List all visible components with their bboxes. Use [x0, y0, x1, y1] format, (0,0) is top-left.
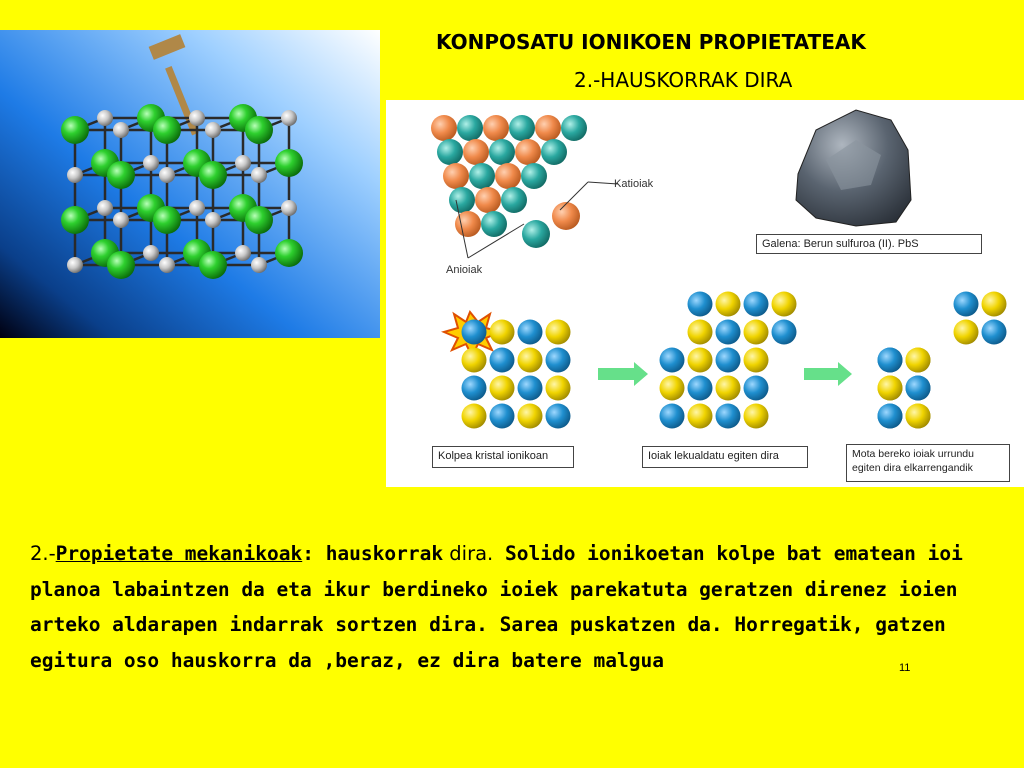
yellow-ion: [518, 404, 543, 429]
body-emphasis: hauskorrak: [313, 542, 444, 565]
crystal-before-impact: [462, 320, 571, 429]
body-paragraph: [30, 536, 990, 678]
blue-ion: [490, 404, 515, 429]
anion-ball: [449, 187, 475, 213]
blue-ion: [744, 376, 769, 401]
sodium-ion: [97, 200, 113, 216]
anion-ball: [561, 115, 587, 141]
anion-ball: [521, 163, 547, 189]
blue-ion: [744, 292, 769, 317]
cation-ball: [535, 115, 561, 141]
step1-caption: Kolpea kristal ionikoan: [432, 446, 574, 468]
yellow-ion: [744, 320, 769, 345]
arrow-icon: [598, 362, 648, 386]
sodium-ion: [281, 110, 297, 126]
sodium-ion: [235, 245, 251, 261]
step3-caption-line2: egiten dira elkarrengandik: [852, 462, 973, 474]
sodium-ion: [67, 257, 83, 273]
sodium-ion: [205, 212, 221, 228]
galena-caption: Galena: Berun sulfuroa (II). PbS: [756, 234, 982, 254]
cation-ball: [495, 163, 521, 189]
blue-ion: [716, 348, 741, 373]
blue-ion: [518, 320, 543, 345]
blue-ion: [982, 320, 1007, 345]
chloride-ion: [199, 161, 227, 189]
anion-ball: [481, 211, 507, 237]
chloride-ion: [275, 239, 303, 267]
cation-ball: [431, 115, 457, 141]
chloride-ion: [245, 206, 273, 234]
yellow-ion: [546, 376, 571, 401]
blue-ion: [462, 320, 487, 345]
blue-ion: [878, 348, 903, 373]
yellow-ion: [490, 320, 515, 345]
crystal-shifted: [660, 292, 797, 429]
slide-title: KONPOSATU IONIKOEN PROPIETATEAK: [436, 30, 866, 54]
sodium-ion: [159, 257, 175, 273]
chloride-ion: [275, 149, 303, 177]
blue-ion: [462, 376, 487, 401]
yellow-ion: [772, 292, 797, 317]
step3-caption-line1: Mota bereko ioiak urrundu: [852, 448, 974, 460]
cation-ball: [443, 163, 469, 189]
anion-ball: [501, 187, 527, 213]
yellow-ion: [906, 348, 931, 373]
yellow-ion: [954, 320, 979, 345]
slide-subtitle: 2.-HAUSKORRAK DIRA: [574, 68, 793, 92]
ion-stack-diagram: [431, 115, 587, 248]
sodium-ion: [143, 245, 159, 261]
body-term: Propietate mekanikoak: [55, 542, 303, 565]
anion-ball: [541, 139, 567, 165]
body-dira: dira.: [443, 542, 494, 565]
arrow-icon: [804, 362, 852, 386]
sodium-ion: [251, 167, 267, 183]
yellow-ion: [462, 348, 487, 373]
sodium-ion: [97, 110, 113, 126]
blue-ion: [688, 292, 713, 317]
anion-ball: [509, 115, 535, 141]
blue-ion: [518, 376, 543, 401]
blue-ion: [546, 348, 571, 373]
yellow-ion: [688, 320, 713, 345]
yellow-ion: [744, 404, 769, 429]
blue-ion: [688, 376, 713, 401]
chloride-ion: [153, 206, 181, 234]
anion-ball: [437, 139, 463, 165]
blue-ion: [660, 348, 685, 373]
sodium-ion: [113, 212, 129, 228]
yellow-ion: [688, 348, 713, 373]
sodium-ion: [67, 167, 83, 183]
blue-ion: [954, 292, 979, 317]
sodium-ion: [143, 155, 159, 171]
yellow-ion: [660, 376, 685, 401]
chloride-ion: [107, 251, 135, 279]
blue-ion: [878, 404, 903, 429]
sodium-ion: [189, 200, 205, 216]
sodium-ion: [189, 110, 205, 126]
crystal-broken: [878, 292, 1007, 429]
anion-ball: [522, 220, 550, 248]
sodium-ion: [235, 155, 251, 171]
yellow-ion: [716, 376, 741, 401]
yellow-ion: [744, 348, 769, 373]
nacl-lattice-image: [0, 30, 380, 338]
slide-number: 11: [899, 662, 911, 674]
yellow-ion: [688, 404, 713, 429]
chloride-ion: [245, 116, 273, 144]
chloride-ion: [61, 116, 89, 144]
cation-ball: [483, 115, 509, 141]
yellow-ion: [906, 404, 931, 429]
sodium-ion: [205, 122, 221, 138]
yellow-ion: [546, 320, 571, 345]
step3-caption: [846, 444, 1010, 482]
sodium-ion: [159, 167, 175, 183]
step2-caption: Ioiak lekualdatu egiten dira: [642, 446, 808, 468]
sodium-ion: [251, 257, 267, 273]
body-colon: :: [302, 542, 314, 565]
body-rest: Solido ionikoetan kolpe bat ematean ioi planoa labaintzen da eta ikur berdineko ioiek parekatuta geratzen direnez ioien arteko aldarapen indarrak sortzen dira. Sarea puskatzen da. Horregatik, gatzen egitura oso hauskorra da ,beraz, ez dira batere malgua: [30, 542, 963, 672]
chloride-ion: [107, 161, 135, 189]
sodium-ion: [113, 122, 129, 138]
cations-label: Katioiak: [614, 178, 654, 190]
chloride-ion: [199, 251, 227, 279]
anion-ball: [469, 163, 495, 189]
chloride-ion: [153, 116, 181, 144]
yellow-ion: [878, 376, 903, 401]
anion-ball: [457, 115, 483, 141]
blue-ion: [546, 404, 571, 429]
blue-ion: [772, 320, 797, 345]
cation-ball: [475, 187, 501, 213]
cation-ball: [463, 139, 489, 165]
yellow-ion: [518, 348, 543, 373]
blue-ion: [906, 376, 931, 401]
blue-ion: [716, 404, 741, 429]
yellow-ion: [490, 376, 515, 401]
cation-ball: [515, 139, 541, 165]
body-number: 2.-: [30, 542, 56, 565]
sodium-ion: [281, 200, 297, 216]
anion-ball: [489, 139, 515, 165]
blue-ion: [716, 320, 741, 345]
anions-label: Anioiak: [446, 264, 483, 276]
yellow-ion: [982, 292, 1007, 317]
yellow-ion: [462, 404, 487, 429]
brittleness-diagram: [386, 100, 1024, 487]
yellow-ion: [716, 292, 741, 317]
blue-ion: [660, 404, 685, 429]
galena-rock-image: [796, 110, 911, 226]
chloride-ion: [61, 206, 89, 234]
blue-ion: [490, 348, 515, 373]
cation-ball: [552, 202, 580, 230]
